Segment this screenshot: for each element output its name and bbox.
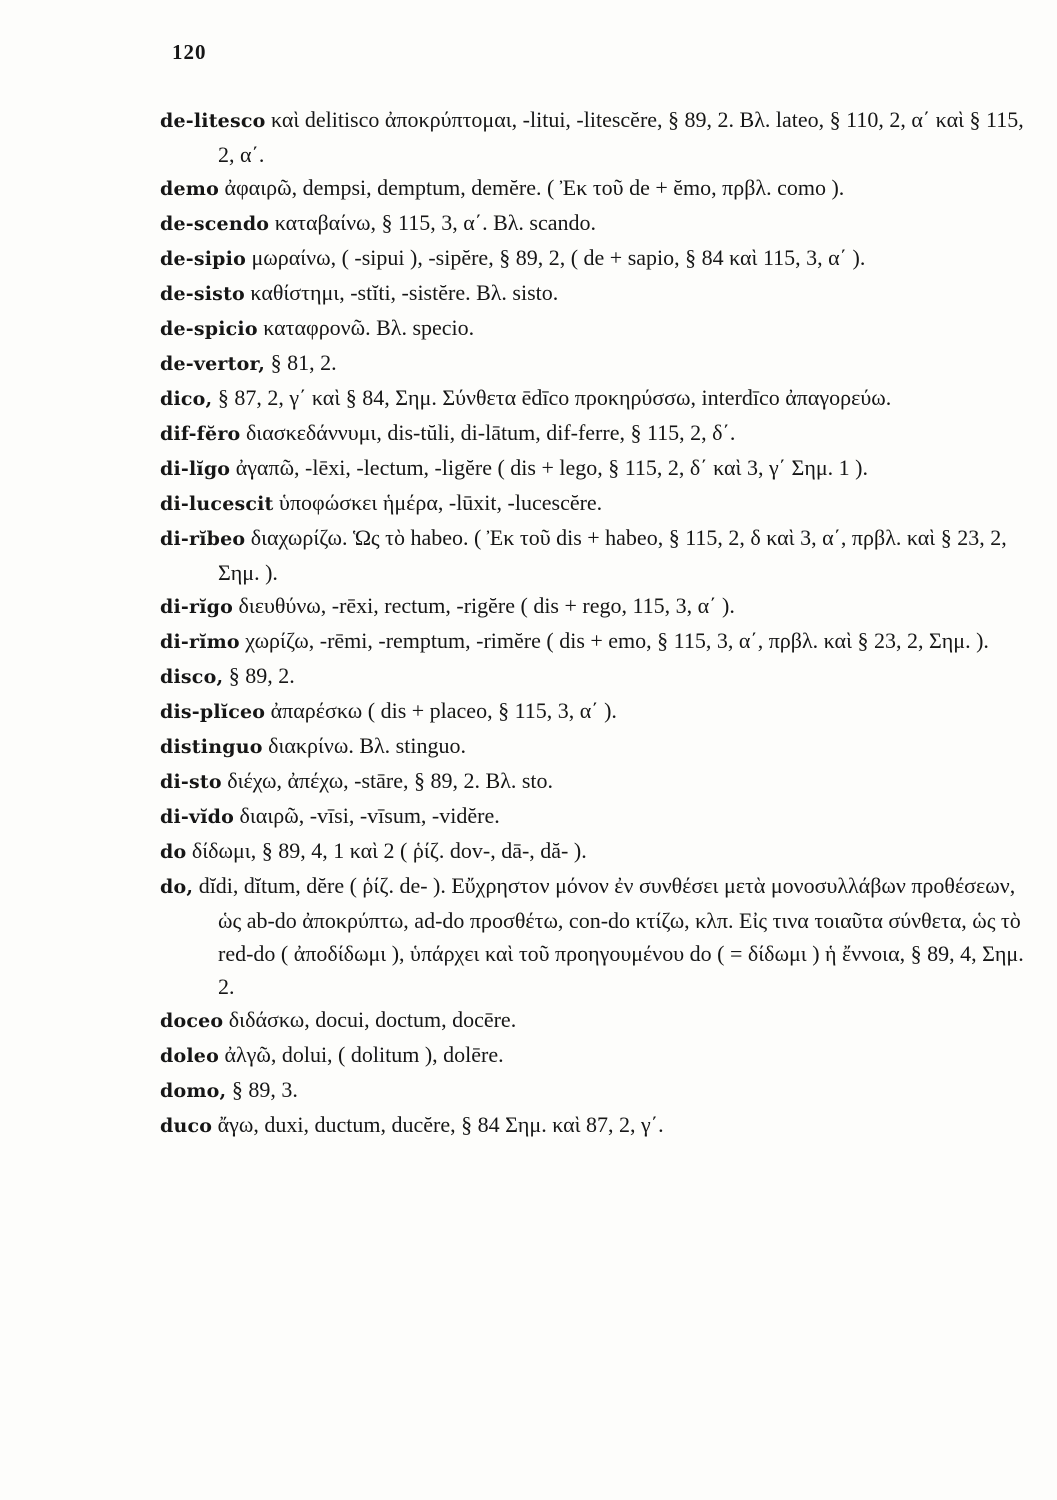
- entry-headword: di-lucescit: [160, 493, 274, 515]
- entry-headword: dif-fĕro: [160, 423, 241, 445]
- entry-definition: § 81, 2.: [265, 350, 337, 375]
- entry-headword: de-vertor,: [160, 353, 266, 375]
- entry-de-sisto: [160, 276, 1030, 311]
- entry-di-sto: [160, 764, 1030, 799]
- entry-headword: de-litesco: [160, 110, 266, 132]
- entry-headword: do: [160, 841, 187, 863]
- entry-definition: ἀπαρέσκω ( dis + placeo, § 115, 3, α΄ ).: [265, 698, 617, 723]
- entry-di-rimo: [160, 624, 1030, 659]
- entry-headword: di-vĭdo: [160, 806, 235, 828]
- entry-duco: [160, 1108, 1030, 1143]
- entry-definition: § 87, 2, γ΄ καὶ § 84, Σημ. Σύνθετα ēdīco προκηρύσσω, interdīco ἀπαγορεύω.: [212, 385, 892, 410]
- entry-headword: di-rĭmo: [160, 631, 240, 653]
- entry-definition: διασκεδάννυμι, dis-tŭli, di-lātum, dif-ferre, § 115, 2, δ΄.: [240, 420, 736, 445]
- entry-doleo: [160, 1038, 1030, 1073]
- entry-de-litesco: [160, 103, 1030, 171]
- entry-do-compound: [160, 869, 1030, 1003]
- entry-disco: [160, 659, 1030, 694]
- entry-headword: domo,: [160, 1080, 227, 1102]
- entry-definition: διέχω, ἀπέχω, -stāre, § 89, 2. Βλ. sto.: [221, 768, 554, 793]
- entry-headword: do,: [160, 876, 194, 898]
- entry-headword: doleo: [160, 1045, 219, 1067]
- entry-definition: ἀφαιρῶ, dempsi, demptum, demĕre. ( Ἐκ τοῦ de + ĕmo, πρβλ. como ).: [218, 175, 845, 200]
- entry-headword: di-rĭgo: [160, 596, 233, 618]
- entry-headword: di-sto: [160, 771, 222, 793]
- entry-headword: doceo: [160, 1010, 224, 1032]
- entry-di-ligo: [160, 451, 1030, 486]
- entry-headword: de-spicio: [160, 318, 258, 340]
- entry-definition: § 89, 2.: [223, 663, 295, 688]
- entry-definition: καταφρονῶ. Βλ. specio.: [257, 315, 475, 340]
- dictionary-entries: [160, 103, 1030, 1143]
- entry-definition: dĭdi, dĭtum, dĕre ( ῥίζ. de- ). Εὔχρηστον μόνον ἐν συνθέσει μετὰ μονοσυλλάβων προθέσεων, ὡς ab-do ἀποκρύπτω, ad-do προσθέτω, con-do κτίζω, κλπ. Εἰς τινα τοιαῦτα σύνθετα, ὡς τὸ red-do ( ἀποδίδωμι ), ὑπάρχει καὶ τοῦ προηγουμένου do ( = δίδωμι ) ἡ ἔννοια, § 89, 4, Σημ. 2.: [193, 873, 1024, 999]
- entry-de-vertor: [160, 346, 1030, 381]
- entry-di-ribeo: [160, 521, 1030, 589]
- entry-headword: duco: [160, 1115, 213, 1137]
- entry-definition: ἄγω, duxi, ductum, ducĕre, § 84 Σημ. καὶ 87, 2, γ΄.: [212, 1112, 664, 1137]
- entry-definition: διακρίνω. Βλ. stinguo.: [262, 733, 466, 758]
- entry-dif-fero: [160, 416, 1030, 451]
- entry-headword: de-scendo: [160, 213, 270, 235]
- entry-headword: de-sisto: [160, 283, 245, 305]
- entry-distinguo: [160, 729, 1030, 764]
- entry-definition: καθίστημι, -stĭti, -sistĕre. Βλ. sisto.: [244, 280, 559, 305]
- entry-headword: demo: [160, 178, 219, 200]
- entry-do: [160, 834, 1030, 869]
- entry-definition: καὶ delitisco ἀποκρύπτομαι, -litui, -litescĕre, § 89, 2. Βλ. lateo, § 110, 2, α΄ καὶ § 115, 2, α΄.: [218, 107, 1024, 167]
- entry-definition: ἀλγῶ, dolui, ( dolitum ), dolēre.: [218, 1042, 504, 1067]
- entry-headword: dis-plĭceo: [160, 701, 266, 723]
- entry-di-vido: [160, 799, 1030, 834]
- entry-definition: μωραίνω, ( -sipui ), -sipĕre, § 89, 2, ( de + sapio, § 84 καὶ 115, 3, α΄ ).: [245, 245, 866, 270]
- entry-de-sipio: [160, 241, 1030, 276]
- entry-definition: χωρίζω, -rēmi, -remptum, -rimĕre ( dis + emo, § 115, 3, α΄, πρβλ. καὶ § 23, 2, Σημ. ).: [239, 628, 989, 653]
- entry-di-rigo: [160, 589, 1030, 624]
- entry-headword: di-rĭbeo: [160, 528, 246, 550]
- entry-definition: διευθύνω, -rēxi, rectum, -rigĕre ( dis + rego, 115, 3, α΄ ).: [232, 593, 735, 618]
- entry-headword: disco,: [160, 666, 224, 688]
- entry-doceo: [160, 1003, 1030, 1038]
- entry-definition: δίδωμι, § 89, 4, 1 καὶ 2 ( ῥίζ. dov-, dā-, dă- ).: [186, 838, 587, 863]
- entry-dico: [160, 381, 1030, 416]
- entry-definition: καταβαίνω, § 115, 3, α΄. Βλ. scando.: [269, 210, 597, 235]
- entry-definition: ἀγαπῶ, -lēxi, -lectum, -ligĕre ( dis + lego, § 115, 2, δ΄ καὶ 3, γ΄ Σημ. 1 ).: [230, 455, 868, 480]
- entry-di-lucescit: [160, 486, 1030, 521]
- entry-de-scendo: [160, 206, 1030, 241]
- entry-definition: § 89, 3.: [226, 1077, 298, 1102]
- entry-headword: distinguo: [160, 736, 263, 758]
- entry-domo: [160, 1073, 1030, 1108]
- entry-definition: ὑποφώσκει ἡμέρα, -lūxit, -lucescĕre.: [273, 490, 603, 515]
- entry-headword: di-lĭgo: [160, 458, 231, 480]
- entry-definition: διαιρῶ, -vīsi, -vīsum, -vidĕre.: [234, 803, 500, 828]
- entry-definition: διδάσκω, docui, doctum, docēre.: [223, 1007, 517, 1032]
- entry-demo: [160, 171, 1030, 206]
- entry-headword: de-sipio: [160, 248, 246, 270]
- entry-definition: διαχωρίζω. Ὡς τὸ habeo. ( Ἐκ τοῦ dis + habeo, § 115, 2, δ καὶ 3, α΄, πρβλ. καὶ § 23, 2, Σημ. ).: [218, 525, 1007, 585]
- page-number: 120: [172, 40, 207, 64]
- entry-de-spicio: [160, 311, 1030, 346]
- entry-dis-pliceo: [160, 694, 1030, 729]
- entry-headword: dico,: [160, 388, 213, 410]
